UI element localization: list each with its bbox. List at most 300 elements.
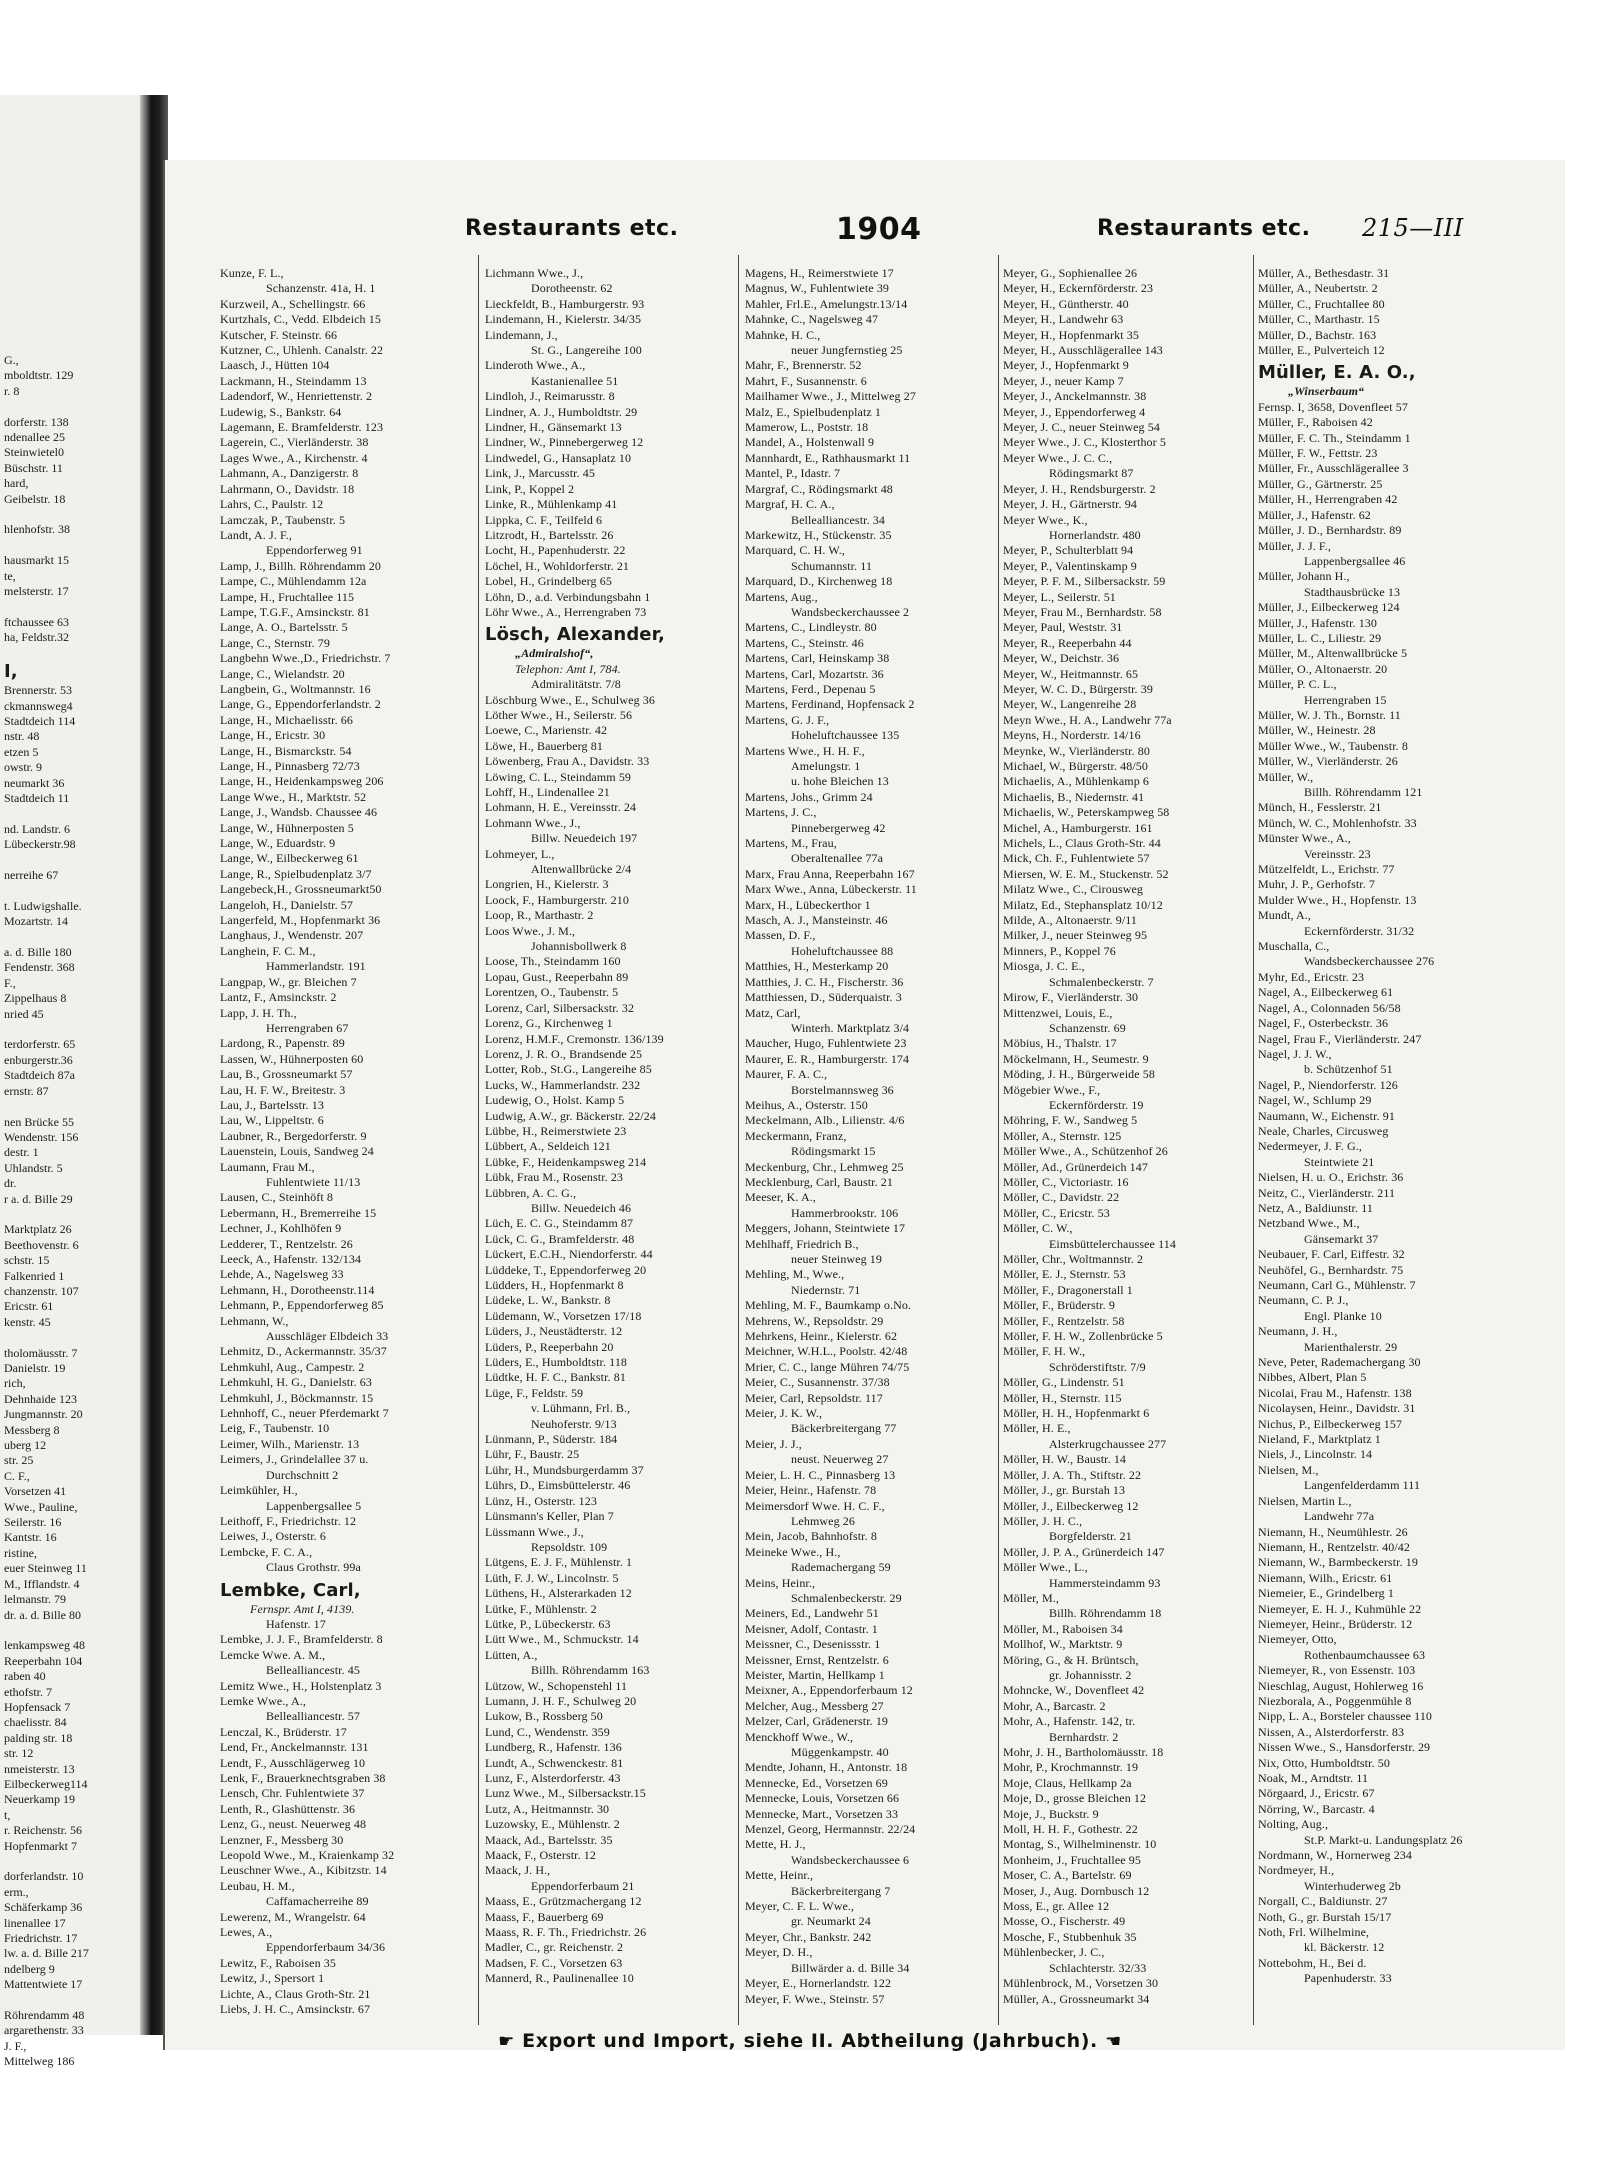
directory-entry: Möller, C., Ericstr. 53 (1003, 1205, 1110, 1220)
directory-entry: Leeck, A., Hafenstr. 132/134 (220, 1252, 362, 1266)
directory-entry: Martens, C., Steinstr. 46 (745, 635, 864, 650)
directory-entry: Müller, O., Altonaerstr. 20 (1258, 661, 1388, 676)
directory-entry: Neubauer, F. Carl, Eiffestr. 32 (1258, 1247, 1405, 1262)
directory-entry: Langbehn Wwe.,D., Friedrichstr. 7 (220, 651, 391, 666)
directory-entry: Mützelfeldt, L., Erichstr. 77 (1258, 862, 1395, 877)
directory-entry: Meyer, H., Ausschlägerallee 143 (1003, 343, 1163, 358)
directory-entry: Bellealliancestr. 57 (266, 1709, 360, 1724)
directory-entry: Lindwedel, G., Hansaplatz 10 (485, 450, 632, 465)
directory-entry: Markewitz, H., Stückenstr. 35 (745, 527, 892, 542)
directory-entry: kl. Bäckerstr. 12 (1304, 1940, 1385, 1955)
directory-entry: Lehmweg 26 (791, 1513, 855, 1528)
directory-entry: Löschburg Wwe., E., Schulweg 36 (485, 692, 655, 707)
left-page-entry: euer Steinweg 11 (4, 1561, 87, 1576)
directory-entry: Hammersteindamm 93 (1049, 1575, 1161, 1590)
left-page-entry: Steinwietel0 (4, 445, 64, 460)
directory-entry: Lenk, F., Brauerknechtsgraben 38 (220, 1771, 386, 1785)
directory-entry: Kastanienallee 51 (531, 373, 619, 388)
left-page-entry (4, 1623, 144, 1638)
directory-entry: Neuhöfel, G., Bernhardstr. 75 (1258, 1262, 1404, 1277)
directory-entry: Wandsbeckerchaussee 276 (1304, 954, 1435, 969)
directory-entry: Niels, J., Lincolnstr. 14 (1258, 1447, 1373, 1462)
left-page-entry: Dehnhaide 123 (4, 1391, 77, 1406)
directory-entry: Fuhlentwiete 11/13 (266, 1174, 361, 1189)
directory-entry: Lüge, F., Feldstr. 59 (485, 1385, 584, 1400)
left-page-entry: nen Brücke 55 (4, 1114, 74, 1129)
left-page-entry: Beethovenstr. 6 (4, 1237, 79, 1252)
directory-entry: Nieland, F., Marktplatz 1 (1258, 1432, 1381, 1447)
directory-entry: Meyer, Chr., Bankstr. 242 (745, 1929, 872, 1944)
left-page-entry: lw. a. d. Bille 217 (4, 1946, 89, 1961)
directory-entry: Langbein, G., Woltmannstr. 16 (220, 681, 371, 696)
directory-entry: Niemann, W., Barmbeckerstr. 19 (1258, 1555, 1418, 1570)
directory-entry: Maucher, Hugo, Fuhlentwiete 23 (745, 1036, 907, 1051)
directory-entry: Meineke Wwe., H., (745, 1544, 841, 1559)
directory-entry: Lange, W., Eduardstr. 9 (220, 836, 336, 851)
directory-entry: Lange, A. O., Bartelsstr. 5 (220, 620, 348, 635)
directory-entry: Meyer, W., Deichstr. 36 (1003, 651, 1120, 666)
directory-entry: Lütke, P., Lübeckerstr. 63 (485, 1616, 611, 1631)
header-left-title: Restaurants etc. (465, 216, 679, 241)
left-page-entry: melsterstr. 17 (4, 584, 69, 599)
directory-entry: Mulder Wwe., H., Hopfenstr. 13 (1258, 892, 1417, 907)
directory-entry: Malz, E., Spielbudenplatz 1 (745, 404, 882, 419)
directory-entry: Lembke, J. J. F., Bramfelderstr. 8 (220, 1632, 383, 1647)
directory-entry: Mohr, P., Krochmannstr. 19 (1003, 1760, 1139, 1775)
directory-entry: Lumann, J. H. F., Schulweg 20 (485, 1693, 637, 1708)
directory-entry: Leimkühler, H., (220, 1483, 298, 1498)
directory-entry: Lüthens, H., Alsterarkaden 12 (485, 1586, 632, 1601)
directory-entry: Loos Wwe., J. M., (485, 923, 576, 938)
directory-entry: Mandel, A., Holstenwall 9 (745, 435, 875, 450)
directory-entry: Stadthausbrücke 13 (1304, 584, 1401, 599)
directory-entry: Mette, Heinr., (745, 1868, 814, 1883)
directory-entry: Matthiessen, D., Süderquaistr. 3 (745, 990, 902, 1005)
directory-entry: Schmalenbeckerstr. 7 (1049, 974, 1154, 989)
directory-entry: Meissner, Ernst, Rentzelstr. 6 (745, 1652, 889, 1667)
directory-entry: Meimersdorf Wwe. H. C. F., (745, 1498, 885, 1513)
directory-entry: Linke, R., Mühlenkamp 41 (485, 497, 618, 512)
directory-entry: Meyer, W. C. D., Bürgerstr. 39 (1003, 681, 1153, 696)
left-page-entry (4, 1099, 144, 1114)
left-page-entry: erm., (4, 1884, 29, 1899)
directory-entry: Leubau, H. M., (220, 1878, 295, 1893)
directory-entry: Lehmann, P., Eppendorferweg 85 (220, 1298, 384, 1313)
directory-entry: Schlachterstr. 32/33 (1049, 1960, 1147, 1975)
directory-entry: Meyer, J., Anckelmannstr. 38 (1003, 389, 1147, 404)
directory-entry: Lemke Wwe., A., (220, 1693, 306, 1708)
directory-entry: Moje, D., grosse Bleichen 12 (1003, 1791, 1147, 1806)
directory-entry: Möller, E. J., Sternstr. 53 (1003, 1267, 1126, 1282)
directory-entry: Longrien, H., Kielerstr. 3 (485, 877, 609, 892)
directory-entry: Pinnebergerweg 42 (791, 820, 886, 835)
directory-entry: Marquard, C. H. W., (745, 543, 845, 558)
directory-entry: Leiwes, J., Osterstr. 6 (220, 1529, 326, 1544)
directory-entry: Möller, J., gr. Burstah 13 (1003, 1483, 1126, 1498)
directory-entry: Mahnke, C., Nagelsweg 47 (745, 312, 879, 327)
directory-entry: Engl. Planke 10 (1304, 1308, 1382, 1323)
left-page-entry: Hopfensack 7 (4, 1699, 71, 1714)
left-page-entry: M., Ifflandstr. 4 (4, 1576, 80, 1591)
left-page-entry: Jungmannstr. 20 (4, 1407, 83, 1422)
directory-entry: Miersen, W. E. M., Stuckenstr. 52 (1003, 866, 1169, 881)
left-page-entry (4, 883, 144, 898)
directory-entry: Eckernförderstr. 31/32 (1304, 923, 1415, 938)
directory-entry: Amelungstr. 1 (791, 759, 861, 773)
directory-entry: Mohncke, W., Dovenfleet 42 (1003, 1683, 1145, 1698)
left-page-entry: schstr. 15 (4, 1253, 50, 1268)
directory-entry: Möller, H. E., (1003, 1421, 1071, 1436)
directory-entry: Müller, Johann H., (1258, 569, 1350, 584)
directory-entry: Matthies, H., Mesterkamp 20 (745, 959, 889, 974)
directory-entry: Kurzweil, A., Schellingstr. 66 (220, 296, 366, 311)
left-page-entry (4, 853, 144, 868)
directory-entry: Leuschner Wwe., A., Kibitzstr. 14 (220, 1863, 387, 1878)
left-page-entry: r. 8 (4, 383, 20, 398)
directory-entry: Lucks, W., Hammerlandstr. 232 (485, 1077, 641, 1092)
directory-entry: Meichner, W.H.L., Poolstr. 42/48 (745, 1344, 908, 1359)
directory-entry: Meyer, J. H., Gärtnerstr. 94 (1003, 497, 1137, 512)
directory-entry: Laumann, Frau M., (220, 1159, 315, 1174)
left-page-entry: etzen 5 (4, 744, 39, 759)
directory-entry: Billw. Neuedeich 46 (531, 1200, 632, 1215)
directory-entry: Möller, Chr., Woltmannstr. 2 (1003, 1252, 1144, 1266)
left-page-entry (4, 806, 144, 821)
directory-entry: Möller, J. P. A., Grünerdeich 147 (1003, 1544, 1165, 1559)
directory-entry: neust. Neuerweg 27 (791, 1452, 889, 1467)
directory-entry: Lampe, T.G.F., Amsinckstr. 81 (220, 604, 370, 619)
directory-entry: Lehnhoff, C., neuer Pferdemarkt 7 (220, 1406, 389, 1421)
directory-entry: Vereinsstr. 23 (1304, 846, 1371, 861)
left-page-entry: dorferlandstr. 10 (4, 1869, 84, 1884)
directory-entry: Rödingsmarkt 15 (791, 1144, 876, 1159)
left-page-entry: Büschstr. 11 (4, 460, 63, 475)
directory-entry: Mehlhaff, Friedrich B., (745, 1236, 859, 1251)
left-page-entry: t. Ludwigshalle. (4, 898, 82, 913)
directory-entry: Lange, H., Bismarckstr. 54 (220, 743, 352, 758)
directory-entry: Gänsemarkt 37 (1304, 1231, 1379, 1246)
left-page-entry: Vorsetzen 41 (4, 1484, 67, 1499)
directory-entry: Lau, W., Lippeltstr. 6 (220, 1113, 324, 1128)
directory-entry: Nissen, A., Alsterdorferstr. 83 (1258, 1724, 1405, 1739)
left-page-entry: neumarkt 36 (4, 775, 65, 790)
pointing-hand-left-icon: ☛ (498, 2031, 515, 2052)
directory-entry: Meeser, K. A., (745, 1190, 816, 1205)
directory-entry: Möller, H., Sternstr. 115 (1003, 1390, 1122, 1405)
directory-entry: Lutz, A., Heitmannstr. 30 (485, 1801, 610, 1816)
left-page-entry: dr. (4, 1176, 17, 1191)
directory-entry: Mahrt, F., Susannenstr. 6 (745, 373, 867, 388)
directory-entry: Lüth, F. J. W., Lincolnstr. 5 (485, 1570, 619, 1585)
directory-entry: Lösch, Alexander, (485, 624, 665, 646)
directory-entry: Mehrens, W., Repsoldstr. 29 (745, 1313, 884, 1328)
directory-entry: Löhr Wwe., A., Herrengraben 73 (485, 604, 647, 619)
directory-entry: Lenth, R., Glashüttenstr. 36 (220, 1801, 356, 1816)
directory-entry: Matthies, J. C. H., Fischerstr. 36 (745, 974, 904, 989)
directory-entry: Martens, M., Frau, (745, 836, 837, 851)
directory-entry: Meyer, H., Güntherstr. 40 (1003, 296, 1129, 311)
directory-entry: Lenzner, F., Messberg 30 (220, 1832, 344, 1847)
directory-entry: Möller, M., (1003, 1590, 1059, 1605)
directory-entry: Ladendorf, W., Henriettenstr. 2 (220, 389, 373, 404)
left-page-entry: Lübeckerstr.98 (4, 837, 76, 852)
left-page-entry: F., (4, 975, 16, 990)
directory-entry: Leimers, J., Grindelallee 37 u. (220, 1452, 369, 1467)
directory-entry: Link, P., Koppel 2 (485, 481, 575, 496)
directory-entry: Möller, H. H., Hopfenmarkt 6 (1003, 1406, 1150, 1421)
directory-entry: Billwärder a. d. Bille 34 (791, 1960, 910, 1975)
directory-entry: Martens, Aug., (745, 589, 818, 604)
directory-entry: Mennecke, Louis, Vorsetzen 66 (745, 1791, 900, 1806)
directory-entry: b. Schützenhof 51 (1304, 1062, 1393, 1077)
left-page-entry: Reeperbahn 104 (4, 1653, 83, 1668)
directory-entry: Niemann, H., Neumühlestr. 26 (1258, 1524, 1408, 1539)
directory-entry: Möller, C. W., (1003, 1221, 1073, 1236)
directory-entry: Möller, J. A. Th., Stiftstr. 22 (1003, 1467, 1142, 1482)
directory-entry: Lüddeke, T., Eppendorferweg 20 (485, 1262, 647, 1277)
directory-entry: Winterh. Marktplatz 3/4 (791, 1020, 910, 1035)
directory-entry: Lemitz Wwe., H., Holstenplatz 3 (220, 1678, 382, 1693)
directory-entry: Möller, Ad., Grünerdeich 147 (1003, 1159, 1148, 1174)
directory-entry: Möller, C., Davidstr. 22 (1003, 1190, 1120, 1205)
left-page-entry: palding str. 18 (4, 1730, 73, 1745)
directory-entry: Bäckerbreitergang 7 (791, 1883, 891, 1898)
footer-text: Export und Import, siehe II. Abtheilung (Jahrbuch). (522, 2030, 1098, 2052)
directory-entry: gr. Neumarkt 24 (791, 1914, 871, 1929)
directory-entry: Loose, Th., Steindamm 160 (485, 954, 621, 969)
left-page-entry: str. 25 (4, 1453, 34, 1468)
directory-entry: Menzel, Georg, Hermannstr. 22/24 (745, 1822, 916, 1837)
directory-entry: Mühlenbecker, J. C., (1003, 1945, 1105, 1960)
directory-entry: Mundt, A., (1258, 908, 1312, 923)
directory-entry: Nordmann, W., Hornerweg 234 (1258, 1848, 1413, 1863)
directory-entry: Lagerein, C., Vierländerstr. 38 (220, 435, 369, 450)
left-page-entry: Wendenstr. 156 (4, 1129, 79, 1144)
directory-entry: Müller, J. J. F., (1258, 538, 1331, 553)
directory-entry: Meyer, L., Seilerstr. 51 (1003, 589, 1116, 604)
directory-entry: Rothenbaumchaussee 63 (1304, 1647, 1426, 1662)
directory-entry: Martens, J. C., (745, 805, 817, 820)
directory-entry: Müller, C., Marthastr. 15 (1258, 312, 1380, 327)
directory-entry: Lahmann, A., Danzigerstr. 8 (220, 466, 359, 481)
directory-entry: Minners, P., Koppel 76 (1003, 943, 1116, 958)
left-page-entry: Messberg 8 (4, 1422, 60, 1437)
directory-entry: Michel, A., Hamburgerstr. 161 (1003, 820, 1153, 835)
directory-entry: Möller, C., Victoriastr. 16 (1003, 1174, 1129, 1189)
directory-entry: Mick, Ch. F., Fuhlentwiete 57 (1003, 851, 1150, 866)
left-page-entry: ckmannsweg4 (4, 698, 73, 713)
directory-entry: St.P. Markt-u. Landungsplatz 26 (1304, 1832, 1463, 1847)
directory-entry: Möller, F., Rentzelstr. 58 (1003, 1313, 1125, 1328)
directory-entry: Rödingsmarkt 87 (1049, 466, 1134, 481)
directory-column-3 (745, 266, 990, 2007)
directory-entry: „Winserbaum“ (1288, 384, 1365, 399)
directory-entry: Lüdtke, H. F. C., Bankstr. 81 (485, 1370, 626, 1385)
directory-entry: Lobel, H., Grindelberg 65 (485, 574, 612, 589)
left-page-entry: ethofstr. 7 (4, 1684, 52, 1699)
left-page-entry: Falkenried 1 (4, 1268, 65, 1283)
directory-entry: Meiners, Ed., Landwehr 51 (745, 1606, 879, 1621)
directory-entry: Bäckerbreitergang 77 (791, 1421, 897, 1436)
directory-entry: Mailhamer Wwe., J., Mittelweg 27 (745, 389, 916, 404)
left-page-entry: hard, (4, 476, 29, 491)
directory-entry: Papenhuderstr. 33 (1304, 1971, 1392, 1986)
directory-entry: neuer Steinweg 19 (791, 1252, 883, 1266)
left-page-entry: str. 12 (4, 1746, 34, 1761)
directory-entry: Meyer, Paul, Weststr. 31 (1003, 620, 1123, 635)
directory-entry: Lehmkuhl, Aug., Campestr. 2 (220, 1359, 365, 1374)
directory-entry: gr. Johannisstr. 2 (1049, 1667, 1132, 1682)
directory-entry: Rademachergang 59 (791, 1560, 891, 1575)
directory-entry: Neale, Charles, Circusweg (1258, 1123, 1389, 1138)
directory-entry: Meyer, Frau M., Bernhardstr. 58 (1003, 604, 1162, 619)
directory-entry: Lewitz, J., Spersort 1 (220, 1971, 325, 1986)
directory-entry: Nix, Otto, Humboldtstr. 50 (1258, 1755, 1390, 1770)
directory-entry: Lindloh, J., Reimarusstr. 8 (485, 389, 615, 404)
directory-entry: Lorenz, H.M.F., Cremonstr. 136/139 (485, 1031, 664, 1046)
directory-entry: Lützow, W., Schopenstehl 11 (485, 1678, 628, 1693)
directory-entry: Lütt Wwe., M., Schmuckstr. 14 (485, 1632, 639, 1647)
left-page-entry (4, 1993, 144, 2008)
left-page-entry: Eilbeckerweg114 (4, 1776, 88, 1791)
directory-entry: Mannerd, R., Paulinenallee 10 (485, 1971, 634, 1986)
directory-entry: Lukow, B., Rossberg 50 (485, 1709, 603, 1724)
directory-entry: Johannisbollwerk 8 (531, 939, 627, 954)
left-page-entry: destr. 1 (4, 1145, 39, 1160)
directory-entry: Nicolai, Frau M., Hafenstr. 138 (1258, 1385, 1412, 1400)
directory-entry: Mahnke, H. C., (745, 327, 821, 342)
left-page-entry: G., (4, 353, 19, 367)
directory-entry: Möller, J., Eilbeckerweg 12 (1003, 1498, 1139, 1513)
directory-entry: Claus Grothstr. 99a (266, 1560, 361, 1575)
directory-entry: Meyer, R., Reeperbahn 44 (1003, 635, 1132, 650)
directory-entry: „Admiralshof“, (515, 646, 594, 661)
directory-entry: Meier, J. K. W., (745, 1406, 823, 1421)
directory-entry: Nottebohm, H., Bei d. (1258, 1955, 1367, 1970)
left-page-entry: Brennerstr. 53 (4, 683, 72, 698)
directory-entry: Meyer, H., Landwehr 63 (1003, 312, 1124, 327)
directory-column-1 (220, 266, 470, 2018)
directory-entry: Litzrodt, H., Bartelsstr. 26 (485, 527, 614, 542)
directory-entry: Martens, Johs., Grimm 24 (745, 789, 873, 804)
directory-entry: Meixner, A., Eppendorferbaum 12 (745, 1683, 913, 1698)
directory-entry: Lüdeke, L. W., Bankstr. 8 (485, 1293, 611, 1308)
directory-entry: Möller, H. W., Baustr. 14 (1003, 1452, 1127, 1467)
left-page-entry: enburgerstr.36 (4, 1052, 73, 1067)
left-page-entry: ernstr. 87 (4, 1083, 49, 1098)
directory-entry: Müller, W., (1258, 769, 1314, 784)
directory-entry: Meynke, W., Vierländerstr. 80 (1003, 743, 1150, 758)
directory-entry: Massen, D. F., (745, 928, 816, 943)
directory-entry: Repsoldstr. 109 (531, 1539, 608, 1554)
directory-entry: Niezborala, A., Poggenmühle 8 (1258, 1693, 1412, 1708)
directory-entry: Müller, J., Hafenstr. 130 (1258, 615, 1378, 630)
directory-entry: Nielsen, M., (1258, 1462, 1319, 1477)
directory-entry: Hoheluftchaussee 88 (791, 943, 894, 958)
left-page-entry: Friedrichstr. 17 (4, 1931, 78, 1946)
directory-entry: Hammerbrookstr. 106 (791, 1205, 899, 1220)
directory-entry: Meier, Heinr., Hafenstr. 78 (745, 1483, 877, 1498)
directory-entry: Lenz, G., neust. Neuerweg 48 (220, 1817, 367, 1832)
directory-entry: Martens, Carl, Mozartstr. 36 (745, 666, 884, 681)
left-page-entry (4, 646, 144, 661)
directory-entry: Lappenbergsallee 46 (1304, 553, 1406, 568)
directory-entry: Meyer, P. F. M., Silbersackstr. 59 (1003, 574, 1166, 589)
directory-entry: Telephon: Amt I, 784. (515, 661, 621, 676)
directory-entry: Muschalla, C., (1258, 939, 1330, 954)
left-page-entry: ftchaussee 63 (4, 614, 69, 629)
directory-entry: Lindner, W., Pinnebergerweg 12 (485, 435, 644, 450)
directory-entry: Maack, F., Osterstr. 12 (485, 1848, 596, 1863)
pointing-hand-right-icon: ☚ (1105, 2031, 1122, 2052)
directory-entry: Meier, J. J., (745, 1436, 802, 1451)
directory-entry: Marquard, D., Kirchenweg 18 (745, 574, 893, 589)
directory-entry: Lange, H., Michaelisstr. 66 (220, 712, 354, 727)
left-page-entry: ndelberg 9 (4, 1961, 55, 1976)
directory-entry: Lünsmann's Keller, Plan 7 (485, 1509, 614, 1524)
left-page-entry: Danielstr. 19 (4, 1361, 66, 1375)
directory-entry: Marx, Frau Anna, Reeperbahn 167 (745, 866, 915, 881)
directory-entry: Milde, A., Altonaerstr. 9/11 (1003, 913, 1138, 928)
directory-entry: Niemeyer, Otto, (1258, 1632, 1337, 1647)
directory-entry: Möller, G., Lindenstr. 51 (1003, 1375, 1125, 1390)
directory-entry: Lückert, E.C.H., Niendorferstr. 44 (485, 1247, 653, 1262)
directory-entry: Langhaus, J., Wendenstr. 207 (220, 928, 364, 943)
header-right-title: Restaurants etc. (1097, 216, 1311, 241)
left-page-entry: Schäferkamp 36 (4, 1900, 83, 1915)
directory-entry: Nagel, F., Osterbeckstr. 36 (1258, 1016, 1389, 1031)
directory-entry: Müller, F. W., Fettstr. 23 (1258, 446, 1378, 461)
directory-entry: Nielsen, H. u. O., Erichstr. 36 (1258, 1170, 1404, 1185)
directory-entry: Müller, J., Hafenstr. 62 (1258, 507, 1371, 522)
directory-entry: Lichmann Wwe., J., (485, 266, 584, 280)
directory-entry: Lehmkuhl, J., Böckmannstr. 15 (220, 1390, 374, 1405)
left-page-entry: ha, Feldstr.32 (4, 630, 69, 645)
directory-entry: Michaelis, W., Peterskampweg 58 (1003, 805, 1170, 820)
directory-entry: Löther Wwe., H., Seilerstr. 56 (485, 707, 633, 722)
left-page-entry: Seilerstr. 16 (4, 1515, 62, 1530)
directory-entry: Möller, F., Brüderstr. 9 (1003, 1298, 1115, 1313)
directory-entry: Menckhoff Wwe., W., (745, 1729, 854, 1744)
directory-entry: Lieckfeldt, B., Hamburgerstr. 93 (485, 296, 645, 311)
directory-entry: Meckenburg, Chr., Lehmweg 25 (745, 1159, 904, 1174)
directory-entry: Lundberg, R., Hafenstr. 136 (485, 1740, 622, 1755)
left-page-fragment (0, 95, 150, 2069)
left-page-entry: nried 45 (4, 1006, 44, 1021)
directory-entry: Meyn Wwe., H. A., Landwehr 77a (1003, 712, 1172, 727)
directory-entry: Meyer, C. F. L. Wwe., (745, 1899, 855, 1914)
directory-entry: Schumannstr. 11 (791, 558, 873, 573)
left-page-entry: Röhrendamm 48 (4, 2008, 85, 2023)
directory-entry: Möller, F. H. W., Zollenbrücke 5 (1003, 1329, 1163, 1344)
directory-entry: Münch, W. C., Mohlenhofstr. 33 (1258, 815, 1417, 830)
directory-entry: Lorenz, J. R. O., Brandsende 25 (485, 1046, 643, 1061)
directory-entry: Milatz Wwe., C., Cirousweg (1003, 882, 1144, 897)
directory-entry: Lührs, D., Eimsbüttelerstr. 46 (485, 1478, 631, 1493)
directory-entry: Meyer, W., Langenreihe 28 (1003, 697, 1137, 712)
directory-entry: Wandsbeckerchaussee 6 (791, 1852, 910, 1867)
directory-entry: Möller Wwe., L., (1003, 1560, 1088, 1575)
directory-entry: Mantel, P., Idastr. 7 (745, 466, 841, 481)
directory-entry: Mahr, F., Brennerstr. 52 (745, 358, 862, 373)
directory-entry: Maack, J. H., (485, 1863, 551, 1878)
left-page-entry: t, (4, 1807, 11, 1822)
directory-entry: Langpap, W., gr. Bleichen 7 (220, 974, 357, 989)
directory-entry: Wandsbeckerchaussee 2 (791, 604, 910, 619)
directory-entry: Kurtzhals, C., Vedd. Elbdeich 15 (220, 312, 381, 327)
directory-entry: Admiralitätstr. 7/8 (531, 677, 621, 692)
column-divider (998, 255, 999, 2025)
